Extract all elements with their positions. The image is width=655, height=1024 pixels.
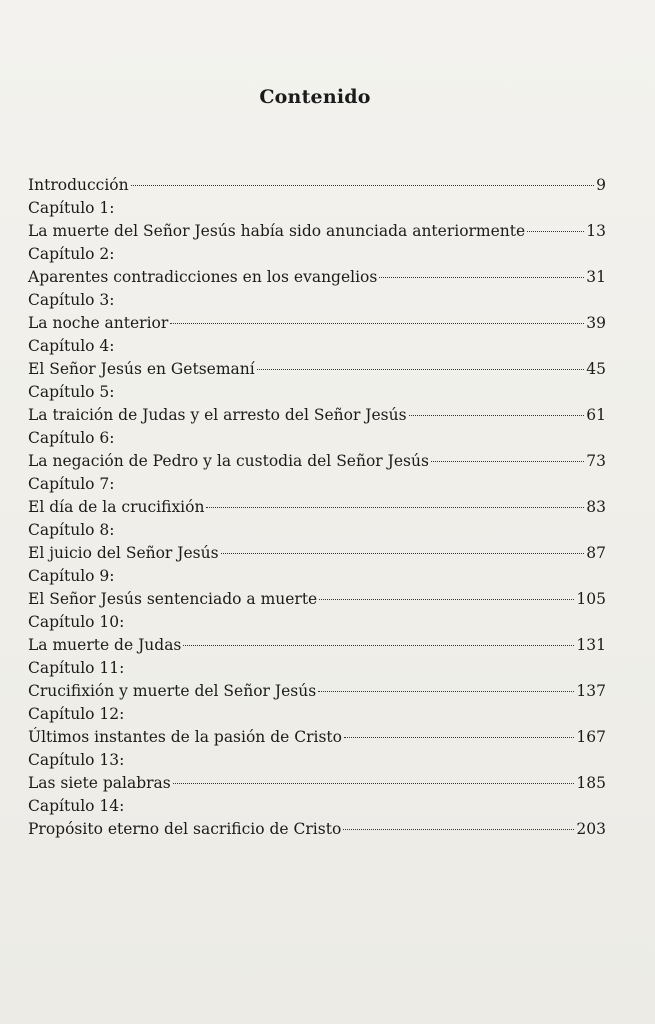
toc-page-number: 31 xyxy=(586,268,606,286)
toc-entry-title: El Señor Jesús en Getsemaní xyxy=(28,360,255,378)
toc-entry xyxy=(28,174,606,197)
toc-entry xyxy=(28,588,606,611)
toc-entry-title: El Señor Jesús sentenciado a muerte xyxy=(28,590,318,608)
toc-chapter-label: Capítulo 8: xyxy=(28,521,115,539)
toc-chapter-label: Capítulo 11: xyxy=(28,659,125,677)
toc-entry xyxy=(28,726,606,749)
dot-leader xyxy=(343,829,574,830)
toc-chapter-label: Capítulo 12: xyxy=(28,705,125,723)
toc-chapter-label: Capítulo 4: xyxy=(28,337,115,355)
toc-entry xyxy=(28,680,606,703)
table-of-contents xyxy=(28,174,606,841)
toc-page-number: 83 xyxy=(586,498,606,516)
toc-entry-title: Introducción xyxy=(28,176,129,194)
toc-entry xyxy=(28,772,606,795)
toc-page-number: 167 xyxy=(576,728,606,746)
toc-entry xyxy=(28,312,606,335)
toc-page-number: 73 xyxy=(586,452,606,470)
dot-leader xyxy=(379,277,584,278)
toc-chapter-label: Capítulo 5: xyxy=(28,383,115,401)
dot-leader xyxy=(344,737,574,738)
toc-entry-title: La muerte del Señor Jesús había sido anunciada anteriormente xyxy=(28,222,526,240)
toc-entry xyxy=(28,358,606,381)
toc-page-number: 39 xyxy=(586,314,606,332)
toc-entry xyxy=(28,450,606,473)
toc-entry-title: La noche anterior xyxy=(28,314,169,332)
dot-leader xyxy=(527,231,584,232)
page-title: Contenido xyxy=(259,86,371,108)
dot-leader xyxy=(319,599,574,600)
toc-entry-title: La traición de Judas y el arresto del Señor Jesús xyxy=(28,406,407,424)
dot-leader xyxy=(431,461,584,462)
toc-entry xyxy=(28,496,606,519)
dot-leader xyxy=(409,415,585,416)
toc-chapter-label: Capítulo 13: xyxy=(28,751,125,769)
toc-page-number: 203 xyxy=(576,820,606,838)
dot-leader xyxy=(131,185,595,186)
toc-page-number: 9 xyxy=(596,176,606,194)
toc-page-number: 45 xyxy=(586,360,606,378)
toc-page-number: 13 xyxy=(586,222,606,240)
toc-page-number: 137 xyxy=(576,682,606,700)
toc-page-number: 185 xyxy=(576,774,606,792)
dot-leader xyxy=(318,691,574,692)
dot-leader xyxy=(206,507,584,508)
toc-entry xyxy=(28,404,606,427)
toc-entry xyxy=(28,266,606,289)
toc-entry-title: Propósito eterno del sacrificio de Cristo xyxy=(28,820,342,838)
toc-entry-title: Las siete palabras xyxy=(28,774,171,792)
toc-chapter-label: Capítulo 2: xyxy=(28,245,115,263)
toc-entry-title: Crucifixión y muerte del Señor Jesús xyxy=(28,682,317,700)
dot-leader xyxy=(221,553,585,554)
dot-leader xyxy=(183,645,574,646)
toc-page-number: 131 xyxy=(576,636,606,654)
toc-entry-title: El juicio del Señor Jesús xyxy=(28,544,219,562)
dot-leader xyxy=(173,783,575,784)
toc-page-number: 105 xyxy=(576,590,606,608)
toc-entry-title: Aparentes contradicciones en los evangelios xyxy=(28,268,378,286)
toc-entry-title: La negación de Pedro y la custodia del Señor Jesús xyxy=(28,452,429,470)
toc-entry-title: Últimos instantes de la pasión de Cristo xyxy=(28,728,342,746)
dot-leader xyxy=(257,369,585,370)
toc-chapter-label: Capítulo 9: xyxy=(28,567,115,585)
dot-leader xyxy=(170,323,584,324)
toc-entry xyxy=(28,542,606,565)
toc-chapter-label: Capítulo 14: xyxy=(28,797,125,815)
toc-entry-title: La muerte de Judas xyxy=(28,636,182,654)
toc-entry-title: El día de la crucifixión xyxy=(28,498,205,516)
toc-chapter-label: Capítulo 6: xyxy=(28,429,115,447)
toc-page-number: 87 xyxy=(586,544,606,562)
toc-entry xyxy=(28,818,606,841)
toc-page-number: 61 xyxy=(586,406,606,424)
toc-entry xyxy=(28,220,606,243)
toc-entry xyxy=(28,634,606,657)
toc-chapter-label: Capítulo 3: xyxy=(28,291,115,309)
toc-chapter-label: Capítulo 10: xyxy=(28,613,125,631)
toc-chapter-label: Capítulo 7: xyxy=(28,475,115,493)
toc-chapter-label: Capítulo 1: xyxy=(28,199,115,217)
